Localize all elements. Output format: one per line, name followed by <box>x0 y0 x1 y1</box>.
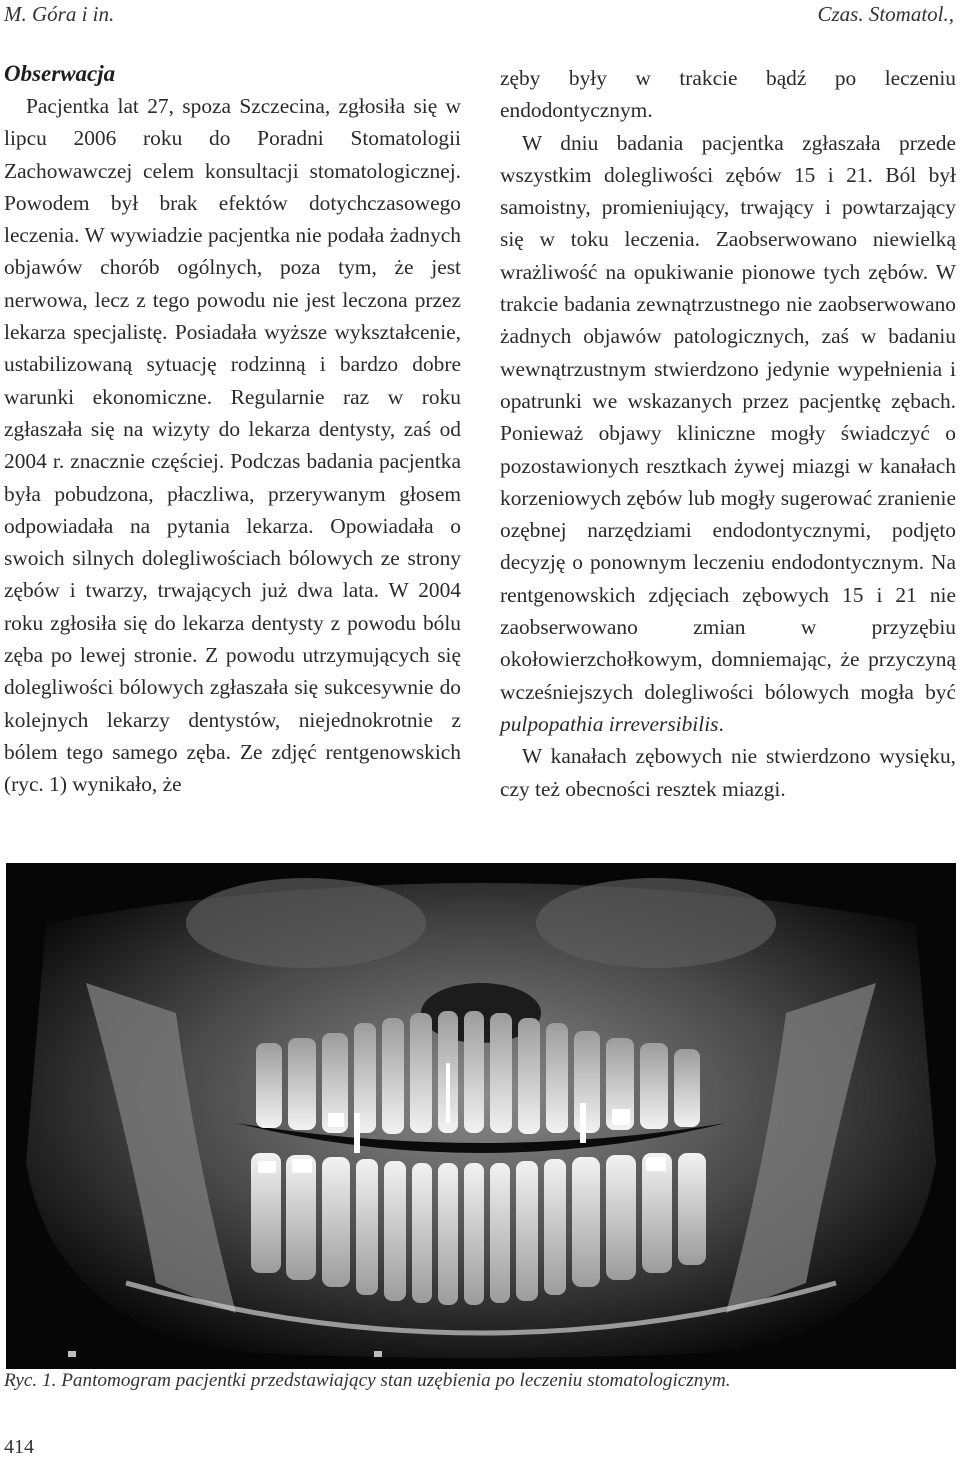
panoramic-xray-image <box>6 863 956 1369</box>
page-number: 414 <box>4 1436 34 1458</box>
examination-paragraph <box>500 127 956 741</box>
section-title: Obserwacja <box>4 61 116 86</box>
examination-end: . <box>718 711 724 736</box>
left-column <box>4 58 461 801</box>
examination-text: W dniu badania pacjentka zgłaszała przede wszystkim dolegliwości zębów 15 i 21. Ból był samoistny, promieniujący, trwający i powtarzający się w toku leczenia. Zaobserwowano niewielką wrażliwość na opukiwanie pionowe tych zębów. W trakcie badania zewnątrzustnego nie zaobserwowano żadnych objawów patologicznych, zaś w badaniu wewnątrzustnym stwierdzono jedynie wypełnienia i opatrunki we wskazanych przez pacjentkę zębach. Ponieważ objawy kliniczne mogły świadczyć o pozostawionych resztkach żywej miazgi w kanałach korzeniowych zębów lub mogły sugerować zranienie ozębnej narzędziami endodontycznymi, podjęto decyzję o ponownym leczeniu endodontycznym. Na rentgenowskich zdjęciach zębowych 15 i 21 nie zaobserwowano zmian w przyzębiu okołowierzchołkowym, domniemając, że przyczyną wcześniejszych dolegliwości bólowych mogła być <box>500 130 956 704</box>
figure-caption: Ryc. 1. Pantomogram pacjentki przedstawiający stan uzębienia po leczeniu stomatologicznym. <box>4 1370 731 1391</box>
right-column <box>500 62 956 805</box>
running-header-journal: Czas. Stomatol., <box>817 2 954 26</box>
canals-paragraph: W kanałach zębowych nie stwierdzono wysięku, czy też obecności resztek miazgi. <box>500 744 956 801</box>
running-header-authors: M. Góra i in. <box>4 2 115 26</box>
continued-paragraph: zęby były w trakcie bądź po leczeniu endodontycznym. <box>500 66 956 123</box>
diagnosis-term: pulpopathia irreversibilis <box>500 711 719 736</box>
observation-paragraph: Pacjentka lat 27, spoza Szczecina, zgłosiła się w lipcu 2006 roku do Poradni Stomatologii Zachowawczej celem konsultacji stomatologicznej. Powodem był brak efektów dotychczasowego leczenia. W wywiadzie pacjentka nie podała żadnych objawów chorób ogólnych, poza tym, że jest nerwowa, lecz z tego powodu nie jest leczona przez lekarza specjalistę. Posiadała wyższe wykształcenie, ustabilizowaną sytuację rodzinną i bardzo dobre warunki ekonomiczne. Regularnie raz w roku zgłaszała się na wizyty do lekarza dentysty, zaś od 2004 r. znacznie częściej. Podczas badania pacjentka była pobudzona, płaczliwa, przerywanym głosem odpowiadała na pytania lekarza. Opowiadała o swoich silnych dolegliwościach bólowych ze strony zębów i twarzy, trwających już dwa lata. W 2004 roku zgłosiła się do lekarza dentysty z powodu bólu zęba po lewej stronie. Z powodu utrzymujących się dolegliwości bólowych zgłaszała się sukcesywnie do kolejnych lekarzy dentystów, niejednokrotnie z bólem tego samego zęba. Ze zdjęć rentgenowskich (ryc. 1) wynikało, że <box>4 94 461 797</box>
